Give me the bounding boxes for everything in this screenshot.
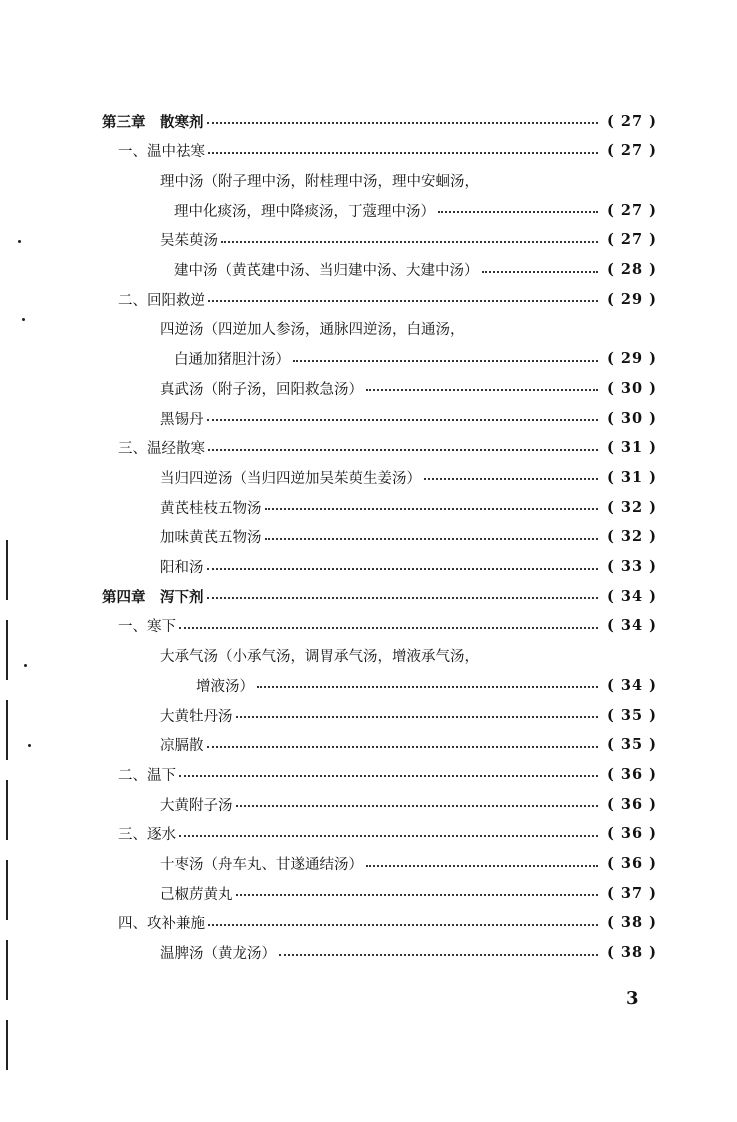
toc-entry-title: 一、寒下: [118, 619, 176, 636]
toc-entry-title: 二、温下: [118, 767, 176, 784]
scan-speck: [22, 318, 25, 321]
dot-leader: [179, 775, 598, 777]
scan-margin-mark: [6, 620, 8, 680]
toc-entry-page: ( 34 ): [607, 676, 657, 694]
dot-leader: [293, 360, 598, 362]
dot-leader: [207, 568, 599, 570]
dot-leader: [208, 300, 598, 302]
toc-entry-page: ( 34 ): [607, 587, 657, 605]
toc-entry: [0, 288, 737, 310]
toc-entry-title: 阳和汤: [160, 560, 204, 576]
toc-entry-page: ( 35 ): [607, 706, 657, 724]
toc-entry-title: 黑锡丹: [160, 411, 204, 428]
toc-entry-title: 增液汤）: [196, 678, 254, 695]
toc-entry-page: ( 36 ): [607, 795, 657, 813]
toc-entry-page: ( 37 ): [607, 884, 657, 902]
toc-entry-title: 建中汤（黄芪建中汤、当归建中汤、大建中汤）: [174, 263, 479, 279]
toc-entry-title: 三、温经散寒: [118, 441, 205, 458]
toc-entry-page: ( 27 ): [607, 231, 657, 249]
toc-entry-page: ( 38 ): [607, 944, 657, 962]
toc-entry-page: ( 29 ): [607, 290, 657, 308]
toc-entry: [0, 556, 737, 578]
toc-entry-page: ( 36 ): [607, 855, 657, 872]
toc-entry-page: ( 36 ): [607, 765, 657, 783]
toc-entry: [0, 348, 737, 370]
dot-leader: [438, 211, 598, 213]
toc-entry: [0, 466, 737, 488]
toc-entry: [0, 942, 737, 964]
toc-entry: [0, 259, 737, 281]
toc-entry: [0, 407, 737, 429]
toc-entry-page: ( 28 ): [607, 261, 657, 278]
dot-leader: [207, 746, 599, 748]
scan-margin-mark: [6, 540, 8, 600]
toc-entry-title: 温脾汤（黄龙汤）: [160, 946, 276, 963]
scan-speck: [18, 240, 21, 243]
scan-speck: [24, 664, 27, 667]
toc-entry-page: ( 27 ): [607, 201, 657, 219]
toc-entry-title: 真武汤（附子汤，回阳救急汤）: [160, 381, 363, 398]
toc-entry: [0, 823, 737, 845]
toc-entry: [0, 793, 737, 815]
toc-entry: [0, 615, 737, 637]
toc-entry-page: ( 32 ): [607, 528, 657, 546]
dot-leader: [179, 627, 598, 629]
toc-entry: [0, 229, 737, 251]
dot-leader: [207, 419, 599, 421]
toc-entry-page: ( 33 ): [607, 558, 657, 575]
toc-entry-page: ( 31 ): [607, 468, 657, 486]
toc-entry-page: ( 27 ): [607, 142, 657, 160]
dot-leader: [265, 508, 599, 510]
toc-entry: [0, 853, 737, 875]
dot-leader: [279, 954, 598, 956]
toc-entry-title: 大黄附子汤: [160, 797, 233, 814]
toc-entry-title: 吴茱萸汤: [160, 233, 218, 250]
toc-entry: [0, 912, 737, 934]
toc-entry-title: 四、攻补兼施: [118, 916, 205, 933]
dot-leader: [265, 538, 599, 540]
page-number: 3: [626, 988, 639, 1009]
toc-entry-title: 第三章 散寒剂: [102, 113, 204, 131]
toc-entry-page: ( 31 ): [607, 439, 657, 457]
toc-entry: [0, 169, 737, 191]
toc-entry: [0, 734, 737, 756]
toc-entry: [0, 437, 737, 459]
toc-entry-title: 理中汤（附子理中汤，附桂理中汤，理中安蛔汤，: [160, 173, 479, 190]
toc-entry-title: 四逆汤（四逆加人参汤，通脉四逆汤，白通汤，: [160, 322, 465, 339]
dot-leader: [366, 865, 598, 867]
toc-entry-page: ( 36 ): [607, 825, 657, 843]
dot-leader: [208, 449, 598, 451]
toc-entry: [0, 140, 737, 162]
toc-entry-page: ( 35 ): [607, 736, 657, 754]
toc-entry: [0, 199, 737, 221]
toc-entry: [0, 318, 737, 340]
dot-leader: [257, 686, 598, 688]
dot-leader: [208, 924, 598, 926]
toc-entry: [0, 377, 737, 399]
dot-leader: [179, 835, 598, 837]
toc-entry-title: 大承气汤（小承气汤，调胃承气汤，增液承气汤，: [160, 649, 479, 666]
toc-entry: [0, 496, 737, 518]
dot-leader: [424, 478, 598, 480]
scan-margin-mark: [6, 780, 8, 840]
toc-entry-title: 黄芪桂枝五物汤: [160, 500, 262, 517]
toc-entry-title: 二、回阳救逆: [118, 292, 205, 309]
toc-entry-title: 加味黄芪五物汤: [160, 530, 262, 547]
dot-leader: [366, 389, 598, 391]
dot-leader: [236, 894, 599, 896]
toc-entry: [0, 110, 737, 132]
toc-entry: [0, 763, 737, 785]
scan-margin-mark: [6, 700, 8, 760]
toc-entry-title: 当归四逆汤（当归四逆加吴茱萸生姜汤）: [160, 470, 421, 487]
dot-leader: [207, 597, 599, 599]
toc-entry-title: 第四章 泻下剂: [102, 588, 204, 606]
toc-entry-page: ( 29 ): [607, 350, 657, 368]
toc-entry: [0, 526, 737, 548]
toc-entry: [0, 882, 737, 904]
dot-leader: [208, 152, 598, 154]
scan-margin-mark: [6, 860, 8, 920]
toc-entry-title: 理中化痰汤，理中降痰汤，丁蔻理中汤）: [174, 203, 435, 220]
toc-entry: [0, 674, 737, 696]
toc-entry-title: 凉膈散: [160, 738, 204, 755]
dot-leader: [207, 122, 599, 124]
toc-entry: [0, 704, 737, 726]
toc-entry-title: 三、逐水: [118, 827, 176, 844]
toc-entry-page: ( 27 ): [607, 112, 657, 130]
toc-entry-title: 十枣汤（舟车丸、甘遂通结汤）: [160, 857, 363, 873]
dot-leader: [482, 271, 599, 273]
scan-margin-mark: [6, 940, 8, 1000]
toc-entry-page: ( 34 ): [607, 617, 657, 635]
toc-entry-page: ( 30 ): [607, 409, 657, 427]
toc-entry-title: 一、温中祛寒: [118, 144, 205, 161]
dot-leader: [236, 805, 599, 807]
toc-entry-title: 白通加猪胆汁汤）: [174, 352, 290, 369]
toc-entry-title: 大黄牡丹汤: [160, 708, 233, 725]
toc-entry-page: ( 32 ): [607, 498, 657, 516]
toc-entry: [0, 645, 737, 667]
scan-margin-mark: [6, 1020, 8, 1070]
scan-speck: [28, 744, 31, 747]
toc-entry-title: 己椒苈黄丸: [160, 886, 233, 903]
toc-entry-page: ( 30 ): [607, 379, 657, 397]
toc-entry-page: ( 38 ): [607, 914, 657, 932]
dot-leader: [236, 716, 599, 718]
dot-leader: [221, 241, 598, 243]
toc-entry: [0, 585, 737, 607]
